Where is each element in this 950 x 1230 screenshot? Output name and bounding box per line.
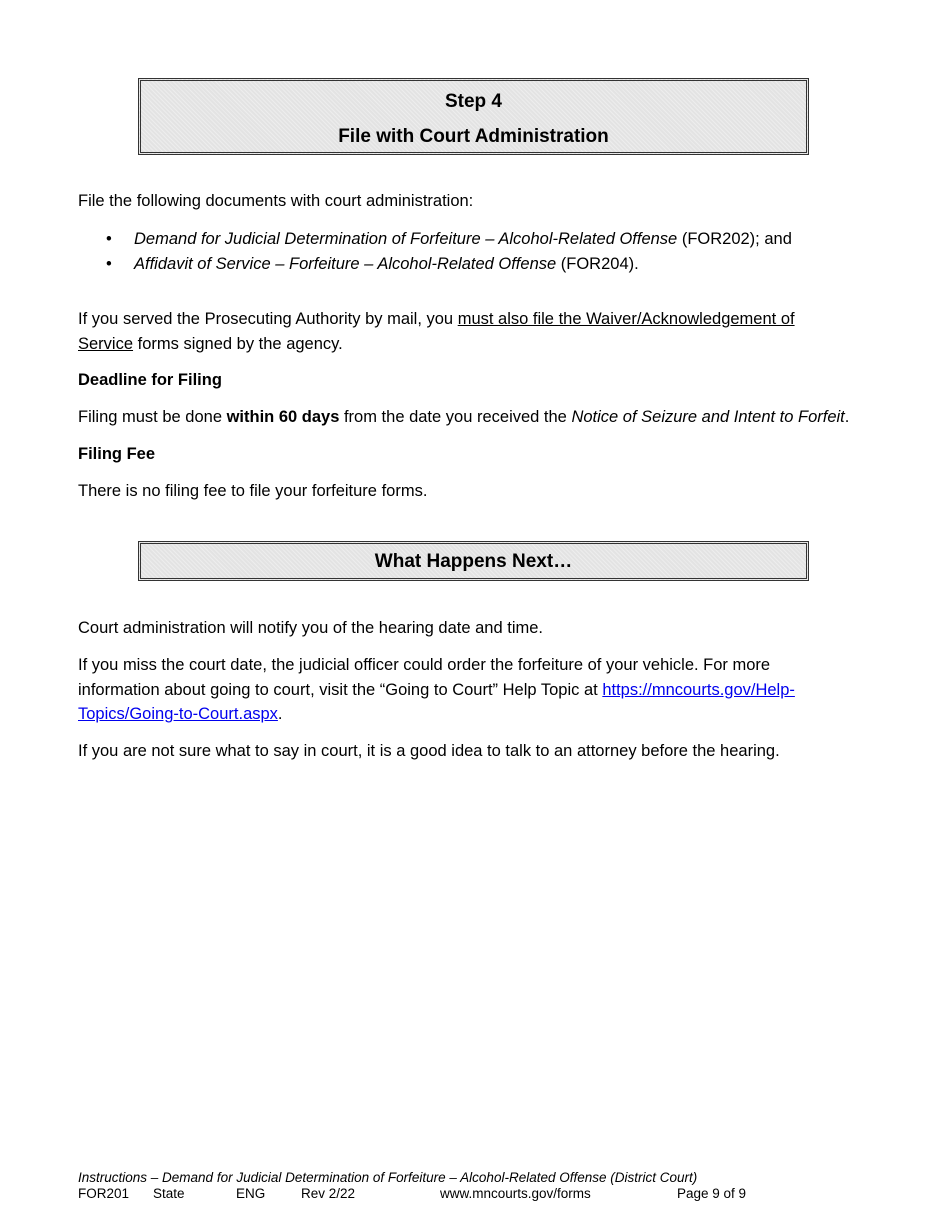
next-header-box [138, 541, 809, 581]
step-header-box [138, 78, 809, 155]
mail-note-emphasis: must also file the Waiver/Acknowledgement of [457, 310, 795, 328]
document-code: (FOR204). [556, 255, 639, 273]
help-topic-link-cont[interactable]: Topics/Going-to-Court.aspx [78, 705, 278, 723]
deadline-mid: from the date you received the [339, 408, 572, 426]
intro-text: File the following documents with court administration: [78, 192, 474, 210]
deadline-pre: Filing must be done [78, 408, 227, 426]
bullet-icon: • [106, 230, 112, 248]
document-code: (FOR202); and [677, 230, 792, 248]
fee-heading: Filing Fee [78, 445, 156, 463]
footer-url: www.mncourts.gov/forms [440, 1186, 591, 1201]
mail-note [78, 307, 795, 356]
mail-note-emphasis-2: Service [78, 334, 134, 353]
deadline-post: . [844, 408, 850, 426]
miss-line-1: If you miss the court date, the judicial officer could order the forfeiture of your vehicle. For more [78, 656, 771, 674]
list-item [78, 252, 792, 277]
fee-text: There is no filing fee to file your forfeiture forms. [78, 482, 428, 500]
notice-title: Notice of Seizure and Intent to Forfeit [571, 408, 845, 426]
bullet-icon: • [106, 255, 112, 273]
step-number: Step 4 [444, 91, 503, 112]
footer-form: FOR201 [78, 1186, 130, 1201]
list-item [78, 227, 792, 252]
footer-type: State [153, 1186, 185, 1201]
mail-note-text: If you served the Prosecuting Authority by mail, you [78, 310, 458, 328]
help-topic-link[interactable]: https://mncourts.gov/Help- [602, 680, 795, 699]
footer-rev: Rev 2/22 [301, 1186, 356, 1201]
mail-note-text-2: forms signed by the agency. [133, 334, 343, 353]
deadline-bold: within 60 days [226, 408, 340, 426]
document-title: Demand for Judicial Determination of Forfeiture – Alcohol-Related Offense [134, 230, 678, 248]
miss-line-2: information about going to court, visit the “Going to Court” Help Topic at [78, 680, 603, 699]
footer-page: Page 9 of 9 [677, 1186, 747, 1201]
step-title: File with Court Administration [338, 126, 609, 147]
deadline-heading: Deadline for Filing [78, 371, 222, 389]
footer-lang: ENG [236, 1186, 266, 1201]
document-title: Affidavit of Service – Forfeiture – Alcohol-Related Offense [134, 255, 557, 273]
footer-row [78, 1186, 778, 1202]
documents-list [78, 227, 792, 277]
footer-title: Instructions – Demand for Judicial Determination of Forfeiture – Alcohol-Related Offense (District Court) [78, 1170, 698, 1185]
deadline-text [78, 405, 849, 430]
notify-text: Court administration will notify you of the hearing date and time. [78, 619, 543, 637]
attorney-text: If you are not sure what to say in court, it is a good idea to talk to an attorney before the hearing. [78, 742, 780, 760]
next-title: What Happens Next… [374, 551, 573, 572]
link-post: . [277, 705, 283, 723]
miss-text [78, 653, 795, 727]
